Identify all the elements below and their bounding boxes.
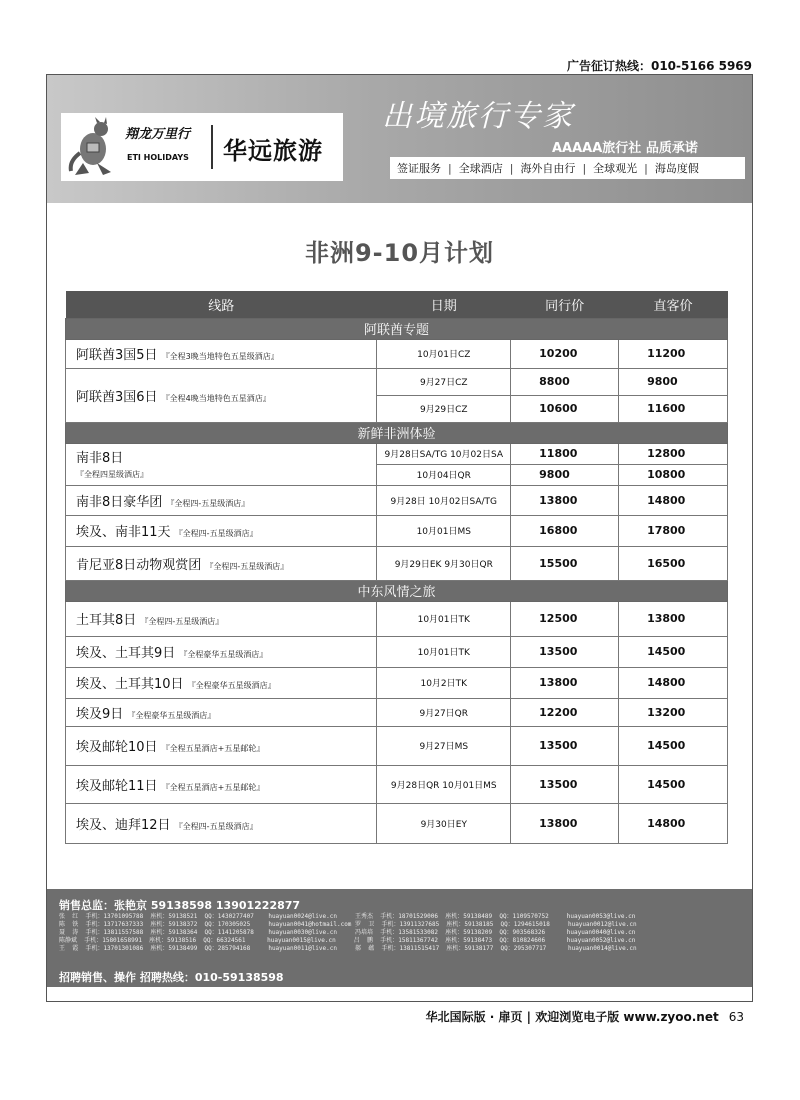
trade-price: 13500 [511,765,619,803]
trade-price: 9800 [511,464,619,485]
col-route: 线路 [66,291,377,318]
route-note: 『全程四-五星级酒店』 [174,529,258,538]
contact-row: 聂 涛 手机：13811557588 座机：59138364 QQ：1141205878 huayuan0030@live.cn 冯培培 手机：13581533082 座机：59138209 QQ：903568326 huayuan0040@live.cn [59,929,636,936]
route-note: 『全程4晚当地特色五星酒店』 [161,393,271,403]
sales-director: 销售总监：张艳京 59138598 13901222877 [59,899,301,912]
dates-cell: 9月28日QR 10月01日MS [377,765,511,803]
page-footer [426,1008,744,1025]
footer-text: 华北国际版 · 扉页 | 欢迎浏览电子版 www.zyoo.net [425,1010,719,1024]
retail-price: 14800 [619,667,728,698]
trade-price: 10600 [511,395,619,422]
retail-price: 9800 [619,368,728,395]
route-note: 『全程四-五星级酒店』 [166,498,250,508]
route-note: 『全程豪华五星级酒店』 [127,710,216,720]
dates-cell: 9月29日EK 9月30日QR [377,546,511,580]
contacts-footer [47,889,752,987]
col-retail-price: 直客价 [619,291,728,318]
service-item: 海岛度假 [654,162,699,175]
trade-price: 13800 [511,485,619,515]
retail-price: 13200 [619,698,728,726]
table-row [66,765,728,803]
route-note: 『全程四-五星级酒店』 [174,821,258,831]
section-header: 阿联酋专题 [66,318,728,339]
table-row [66,803,728,843]
route-note: 『全程四星级酒店』 [76,470,148,479]
page-frame [46,74,753,1002]
retail-price: 14500 [619,636,728,667]
dates-cell: 9月29日CZ [377,395,511,422]
contact-row: 陈 铁 手机：13717637333 座机：59138372 QQ：170305025 huayuan0041@hotmail.com 罗 卫 手机：13911327685 座机：59138185 QQ：1294615018 huayuan0012@live.cn [59,921,637,928]
table-row [66,339,728,368]
header-banner [47,75,752,203]
trade-price: 16800 [511,515,619,546]
table-row [66,443,728,464]
route-name: 埃及邮轮11日 [76,778,158,794]
slogan: 出境旅行专家 [382,99,574,134]
logo-box [61,113,343,181]
retail-price: 14800 [619,803,728,843]
service-item: 签证服务 [397,162,441,175]
retail-price: 14500 [619,726,728,765]
route-note: 『全程四-五星级酒店』 [205,561,289,571]
dates-cell: 10月01日CZ [377,339,511,368]
route-note: 『全程五星酒店+五星邮轮』 [161,782,265,792]
retail-price: 14800 [619,485,728,515]
kangaroo-logo-icon [67,117,125,177]
route-note: 『全程四-五星级酒店』 [140,617,224,626]
retail-price: 16500 [619,546,728,580]
table-row [66,726,728,765]
trade-price: 12200 [511,698,619,726]
route-name: 南非8日 [76,451,124,466]
trade-price: 10200 [511,339,619,368]
page-title: 非洲9-10月计划 [304,239,495,267]
eti-chinese-logo: 翔龙万里行 [125,127,191,142]
route-name: 土耳其8日 [76,613,137,628]
trade-price: 13800 [511,803,619,843]
route-note: 『全程五星酒店+五星邮轮』 [161,744,265,753]
table-row [66,546,728,580]
dates-cell: 10月01日TK [377,601,511,636]
route-name: 埃及9日 [76,706,124,722]
route-name: 南非8日豪华团 [76,494,163,510]
dates-cell: 9月27日QR [377,698,511,726]
route-name: 埃及邮轮10日 [76,740,158,755]
retail-price: 14500 [619,765,728,803]
dates-cell: 9月28日 10月02日SA/TG [377,485,511,515]
route-name: 阿联酋3国6日 [76,389,158,405]
table-row [66,368,728,395]
service-item: 海外自由行 [520,162,576,175]
eti-english-logo: ETI HOLIDAYS [127,153,189,162]
dates-cell: 9月30日EY [377,803,511,843]
contact-row: 王 霞 手机：13701301086 座机：59138499 QQ：285794168 huayuan0011@live.cn 郝 蕴 手机：13811515417 座机：59138177 QQ：295307717 huayuan0014@live.cn [59,945,637,952]
col-date: 日期 [377,291,511,318]
logo-divider [211,125,213,169]
dates-cell: 10月04日QR [377,464,511,485]
services-bar: 签证服务 | 全球酒店 | 海外自由行 | 全球观光 | 海岛度假 [390,157,745,179]
tour-table [65,291,728,844]
retail-price: 11200 [619,339,728,368]
route-name: 肯尼亚8日动物观赏团 [76,557,202,573]
ad-hotline: 广告征订热线：010-5166 5969 [566,59,752,73]
route-name: 埃及、南非11天 [76,525,171,540]
table-row [66,601,728,636]
table-row [66,515,728,546]
dates-cell: 9月28日SA/TG 10月02日SA [377,443,511,464]
route-name: 阿联酋3国5日 [76,348,158,363]
dates-cell: 10月01日MS [377,515,511,546]
route-name: 埃及、土耳其9日 [76,646,176,661]
retail-price: 13800 [619,601,728,636]
table-header [66,291,728,318]
section-header: 中东风情之旅 [66,580,728,601]
col-trade-price: 同行价 [511,291,619,318]
section-header: 新鲜非洲体验 [66,422,728,443]
route-name: 埃及、迪拜12日 [76,817,171,833]
trade-price: 13500 [511,636,619,667]
contact-row: 张 红 手机：13701095788 座机：59138521 QQ：1430277407 huayuan0024@live.cn 王秀杰 手机：18701529006 座机：59138489 QQ：1109570752 huayuan0053@live.cn [59,913,636,920]
dates-cell: 10月2日TK [377,667,511,698]
page-number: 63 [728,1010,744,1024]
dates-cell: 10月01日TK [377,636,511,667]
table-row [66,636,728,667]
trade-price: 8800 [511,368,619,395]
retail-price: 12800 [619,443,728,464]
retail-price: 10800 [619,464,728,485]
service-item: 全球观光 [593,162,638,175]
route-note: 『全程3晚当地特色五星级酒店』 [161,352,279,361]
route-note: 『全程豪华五星级酒店』 [187,681,276,690]
trade-price: 13800 [511,667,619,698]
trade-price: 12500 [511,601,619,636]
huayuan-brand: 华远旅游 [223,137,323,165]
contact-list [59,913,637,953]
trade-price: 11800 [511,443,619,464]
recruitment-line: 招聘销售、操作 招聘热线：010-59138598 [59,971,284,984]
trade-price: 13500 [511,726,619,765]
retail-price: 17800 [619,515,728,546]
table-row [66,698,728,726]
tagline: AAAAA旅行社 品质承诺 [552,141,698,156]
table-row [66,485,728,515]
service-item: 全球酒店 [458,162,503,175]
trade-price: 15500 [511,546,619,580]
contact-row: 陈静斌 手机：15801658991 座机：59138516 QQ：66324561 huayuan0015@live.cn 吕 鹏 手机：15811367742 座机：59138473 QQ：810824606 huayuan0052@live.cn [59,937,636,944]
retail-price: 11600 [619,395,728,422]
table-row [66,667,728,698]
route-note: 『全程豪华五星级酒店』 [179,650,268,659]
route-name: 埃及、土耳其10日 [76,677,184,692]
dates-cell: 9月27日MS [377,726,511,765]
dates-cell: 9月27日CZ [377,368,511,395]
